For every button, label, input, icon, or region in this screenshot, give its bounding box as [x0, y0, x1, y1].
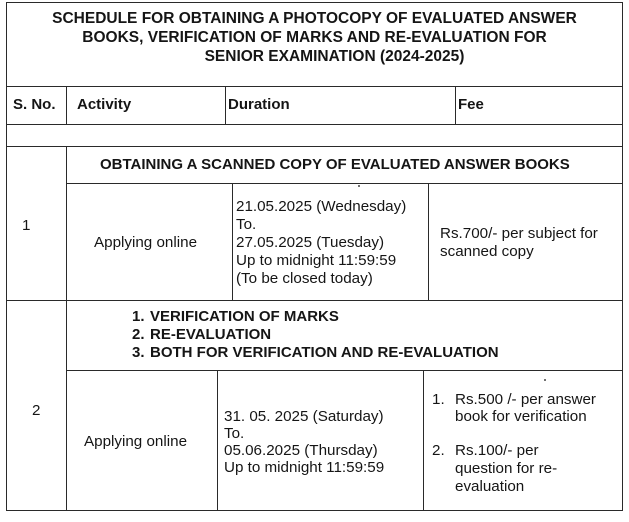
- document-title-line-3: SENIOR EXAMINATION (2024-2025): [204, 48, 465, 65]
- section2-activity: Applying online: [84, 433, 188, 450]
- header-duration: Duration: [228, 96, 290, 113]
- table-border-right: [622, 2, 623, 510]
- col-sep-sno: [66, 146, 67, 510]
- section2-list-item-3: [132, 345, 499, 360]
- section2-fee-item-1-number: 1.: [432, 391, 445, 408]
- section1-sno: 1: [22, 217, 31, 234]
- section1-duration-line-2: To.: [236, 216, 257, 233]
- section1-fee-line-2: scanned copy: [440, 243, 534, 260]
- section2-fee-item-2-line-3: evaluation: [455, 478, 525, 495]
- section2-fee-item-2-line-1: Rs.100/- per: [455, 442, 539, 459]
- section2-duration-line-3: 05.06.2025 (Thursday): [224, 442, 378, 459]
- col-sep-sno-activity-header: [66, 86, 67, 124]
- col-sep-s2-activity-duration: [217, 370, 218, 510]
- table-border-section1-bottom: [6, 300, 623, 301]
- document-title-line-2: BOOKS, VERIFICATION OF MARKS AND RE-EVALUATION FOR: [82, 29, 547, 46]
- section2-sno: 2: [32, 402, 41, 419]
- section2-duration-line-1: 31. 05. 2025 (Saturday): [224, 408, 384, 425]
- table-border-section1-heading: [67, 183, 623, 184]
- table-border-left: [6, 2, 7, 510]
- col-sep-duration-fee-header: [455, 86, 456, 124]
- list-number: 1.: [132, 308, 145, 325]
- col-sep-activity-duration-header: [225, 86, 226, 124]
- header-activity: Activity: [77, 96, 132, 113]
- table-border-header-bottom: [6, 124, 623, 125]
- header-fee: Fee: [458, 96, 484, 113]
- section1-duration-line-3: 27.05.2025 (Tuesday): [236, 234, 385, 251]
- table-border-header-top: [6, 86, 623, 87]
- section1-duration-line-4: Up to midnight 11:59:59: [236, 252, 397, 269]
- list-text: VERIFICATION OF MARKS: [150, 308, 339, 325]
- table-border-section2-list: [67, 370, 623, 371]
- section2-fee-item-2-number: 2.: [432, 442, 445, 459]
- section1-fee-line-1: Rs.700/- per subject for: [440, 225, 598, 242]
- col-sep-s2-duration-fee: [423, 370, 424, 510]
- section2-fee-item-2-line-2: question for re-: [455, 460, 558, 477]
- list-number: 2.: [132, 326, 145, 343]
- table-border-spacer: [6, 146, 623, 147]
- section2-list-item-1: [132, 309, 339, 324]
- list-text: RE-EVALUATION: [150, 326, 272, 343]
- list-text: BOTH FOR VERIFICATION AND RE-EVALUATION: [150, 344, 499, 361]
- section2-duration-line-2: To.: [224, 425, 245, 442]
- section2-fee-item-1-line-1: Rs.500 /- per answer: [455, 391, 596, 408]
- col-sep-s1-activity-duration: [232, 183, 233, 300]
- header-sno: S. No.: [13, 96, 56, 113]
- table-border-top: [6, 2, 623, 3]
- list-number: 3.: [132, 344, 145, 361]
- section1-activity: Applying online: [94, 234, 198, 251]
- section2-fee-item-1-line-2: book for verification: [455, 408, 587, 425]
- section2-list-item-2: [132, 327, 271, 342]
- col-sep-s1-duration-fee: [428, 183, 429, 300]
- table-border-bottom: [6, 510, 623, 511]
- scan-speck: [358, 185, 360, 187]
- section1-duration-line-5: (To be closed today): [236, 270, 373, 287]
- section1-heading: OBTAINING A SCANNED COPY OF EVALUATED ANSWER BOOKS: [100, 156, 570, 173]
- scan-speck: [544, 379, 546, 381]
- section1-duration-line-1: 21.05.2025 (Wednesday): [236, 198, 407, 215]
- document-title-line-1: SCHEDULE FOR OBTAINING A PHOTOCOPY OF EVALUATED ANSWER: [52, 10, 577, 27]
- section2-duration-line-4: Up to midnight 11:59:59: [224, 459, 385, 476]
